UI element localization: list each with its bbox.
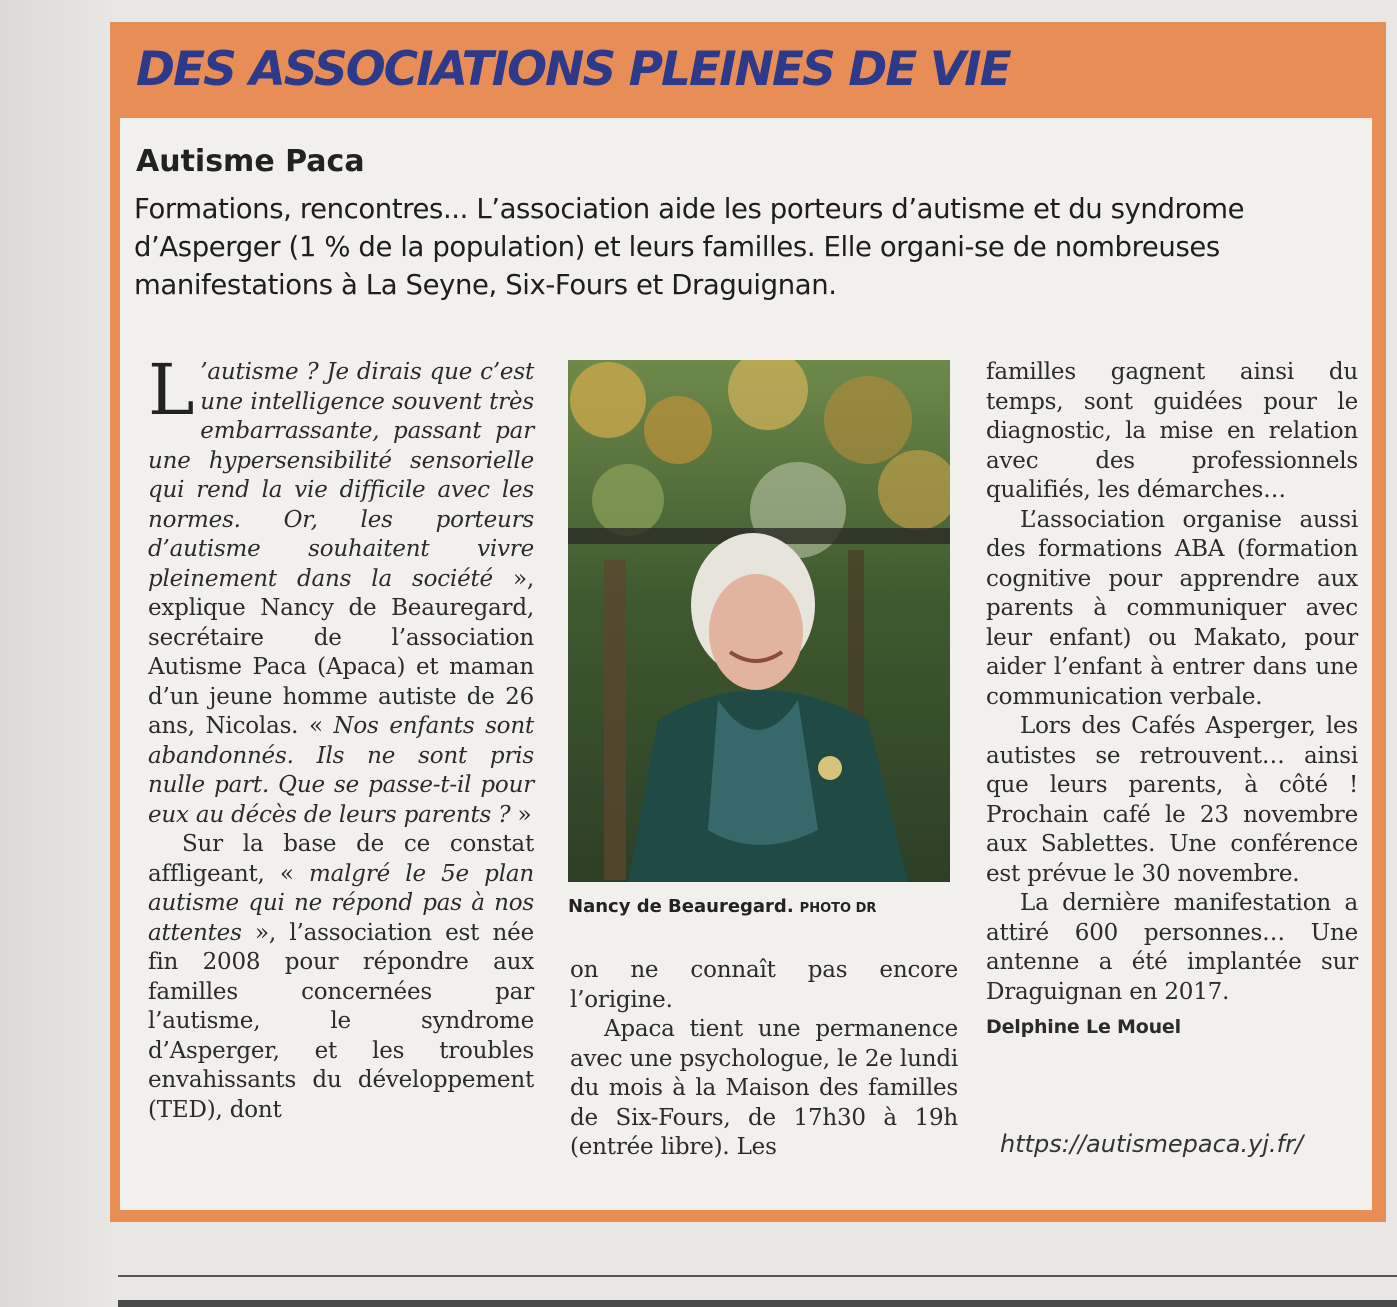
portrait-illustration [568, 360, 950, 882]
photo-caption [568, 896, 876, 917]
paragraph-cafes: Lors des Cafés Asperger, les autistes se retrouvent… ainsi que leurs parents, à côté ! Prochain café le 23 novembre aux Sablettes. Une conférence est prévue le 30 novembre. [986, 713, 1358, 887]
caption-name: Nancy de Beauregard. [568, 896, 794, 917]
quote-parents: Nos enfants sont abandonnés. Ils ne sont pris nulle part. Que se passe-t-il pour eux au décès de leurs parents ? [148, 713, 534, 828]
article-lede: Formations, rencontres... L’association aide les porteurs d’autisme et du syndrome d’Asperger (1 % de la population) et leurs familles. Elle organi-se de nombreuses manifestations à La Seyne, Six-Fours et Draguignan. [134, 193, 1245, 301]
article-title: Autisme Paca [136, 144, 365, 179]
portrait-photo [568, 360, 950, 882]
website-link[interactable]: https://autismepaca.yj.fr/ [1000, 1130, 1304, 1158]
text-close-quote: » [510, 801, 532, 828]
page-margin [0, 0, 110, 1307]
article-frame [110, 22, 1386, 1222]
paragraph-origin-continued: on ne connaît pas encore l’origine. [570, 957, 958, 1013]
paragraph-permanence: Apaca tient une permanence avec une psychologue, le 2e lundi du mois à la Maison des familles de Six-Fours, de 17h30 à 19h (entrée libre). Les [570, 1016, 958, 1160]
paragraph-last-event: La dernière manifestation a attiré 600 personnes… Une antenne a été implantée sur Draguignan en 2017. [986, 890, 1358, 1005]
quote-plan-autisme: malgré le 5e plan autisme qui ne répond pas à nos attentes [148, 860, 534, 946]
article-body [120, 118, 1372, 1210]
next-article-band [118, 1300, 1397, 1307]
column-1 [148, 349, 534, 1125]
section-headline: DES ASSOCIATIONS PLEINES DE VIE [136, 42, 1010, 97]
paragraph-formations: L’association organise aussi des formations ABA (formation cognitive pour apprendre aux parents à communiquer avec leur enfant) ou Makato, pour aider l’enfant à entrer dans une communication verbale. [986, 506, 1358, 710]
page-rule [118, 1275, 1397, 1277]
quote-opening: ’autisme ? Je dirais que c’est une intelligence souvent très embarrassante, passant par une hypersensibilité sensorielle qui rend la vie difficile avec les normes. Or, les porteurs d’autisme souhaitent vivre pleinement dans la société [148, 359, 534, 592]
paragraph-families: familles gagnent ainsi du temps, sont guidées pour le diagnostic, la mise en relation avec des professionnels qualifiés, les démarches… [986, 359, 1358, 503]
paragraph-origin-end: », l’association est née fin 2008 pour répondre aux familles concernées par l’autisme, le syndrome d’Asperger, et les troubles envahissants du développement (TED), dont [148, 919, 534, 1123]
column-3 [986, 358, 1358, 1043]
column-2 [570, 956, 958, 1163]
caption-credit: PHOTO DR [799, 901, 877, 916]
text-attribution: », explique Nancy de Beauregard, secrétaire de l’association Autisme Paca (Apaca) et maman d’un jeune homme autiste de 26 ans, Nicolas. « [148, 565, 534, 739]
drop-cap: L [148, 349, 195, 431]
paragraph-origin-start: Sur la base de ce constat affligeant, « [148, 831, 534, 887]
author-signature: Delphine Le Mouel [986, 1016, 1181, 1038]
